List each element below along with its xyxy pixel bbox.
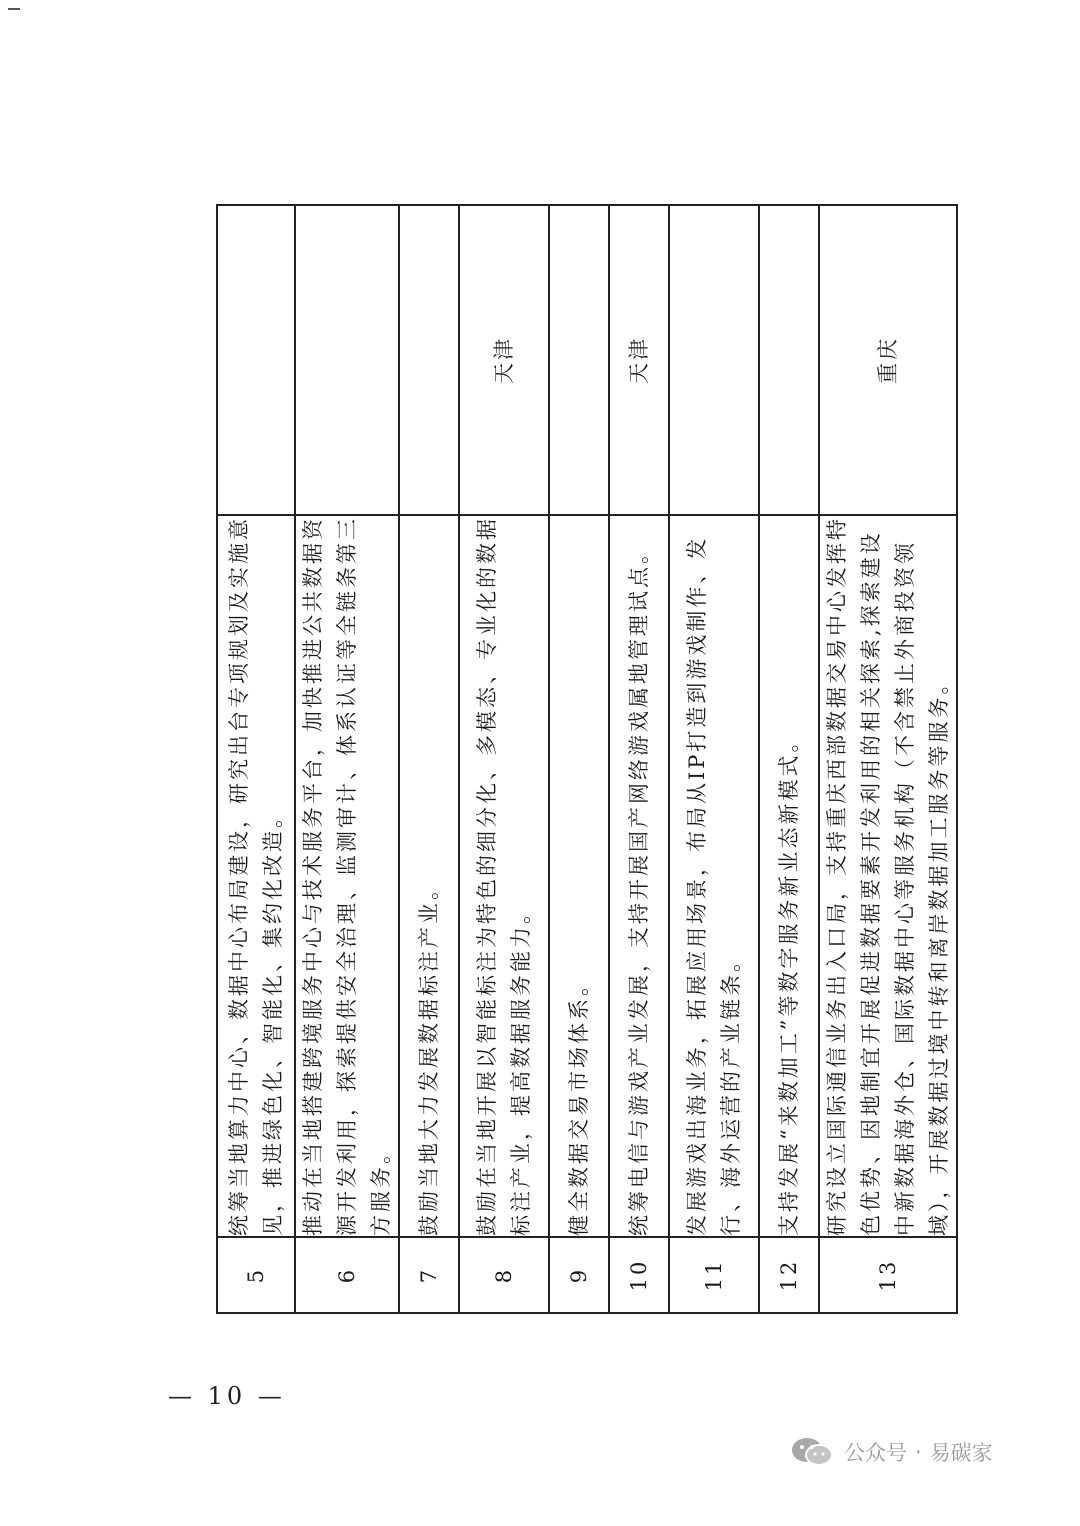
watermark-name: 易碳家 [929,1441,993,1465]
row-content: 鼓励在当地开展以智能标注为特色的细分化、多模态、专业化的数据标注产业，提高数据服务能力。 [459,515,549,1237]
row-content: 鼓励当地大力发展数据标注产业。 [399,515,459,1237]
row-number: 11 [669,1237,759,1313]
row-content: 统筹当地算力中心、数据中心布局建设，研究出台专项规划及实施意见，推进绿色化、智能化、集约化改造。 [217,515,295,1237]
row-number: 10 [609,1237,669,1313]
row-content: 支持发展“来数加工”等数字服务新业态新模式。 [759,515,819,1237]
row-number: 13 [819,1237,957,1313]
table-row [819,205,957,1313]
page-edge-mark [8,8,20,10]
row-number: 5 [217,1237,295,1313]
row-number: 7 [399,1237,459,1313]
row-region [217,205,295,515]
row-number: 8 [459,1237,549,1313]
row-content: 研究设立国际通信业务出入口局，支持重庆西部数据交易中心发挥特色优势、因地制宜开展促进数据要素开发利用的相关探索,探索建设中新数据海外仓、国际数据中心等服务机构（不含禁止外商投资领域），开展数据过境中转和离岸数据加工服务等服务。 [819,515,957,1237]
table-row [217,205,295,1313]
page-number: — 10 — [168,1382,286,1410]
watermark-separator: · [915,1440,922,1464]
row-content: 健全数据交易市场体系。 [549,515,609,1237]
table-row [609,205,669,1313]
wechat-icon [790,1436,834,1468]
row-region [669,205,759,515]
row-content: 推动在当地搭建跨境服务中心与技术服务平台，加快推进公共数据资源开发利用，探索提供安全治理、监测审计、体系认证等全链条第三方服务。 [295,515,399,1237]
row-region [399,205,459,515]
row-region [759,205,819,515]
policy-table [216,204,958,1314]
row-region [549,205,609,515]
table-row [399,205,459,1313]
table-row [459,205,549,1313]
row-region: 天津 [459,205,549,515]
row-number: 9 [549,1237,609,1313]
watermark-brand: 公众号 [844,1441,907,1465]
rotated-table-area [216,206,951,1314]
row-region: 天津 [609,205,669,515]
row-number: 6 [295,1237,399,1313]
table-row [549,205,609,1313]
table-row [669,205,759,1313]
row-region [295,205,399,515]
watermark [790,1432,993,1472]
table-row [295,205,399,1313]
table-row [759,205,819,1313]
row-content: 统筹电信与游戏产业发展，支持开展国产网络游戏属地管理试点。 [609,515,669,1237]
row-number: 12 [759,1237,819,1313]
row-region: 重庆 [819,205,957,515]
row-content: 发展游戏出海业务，拓展应用场景，布局从IP打造到游戏制作、发行、海外运营的产业链条。 [669,515,759,1237]
